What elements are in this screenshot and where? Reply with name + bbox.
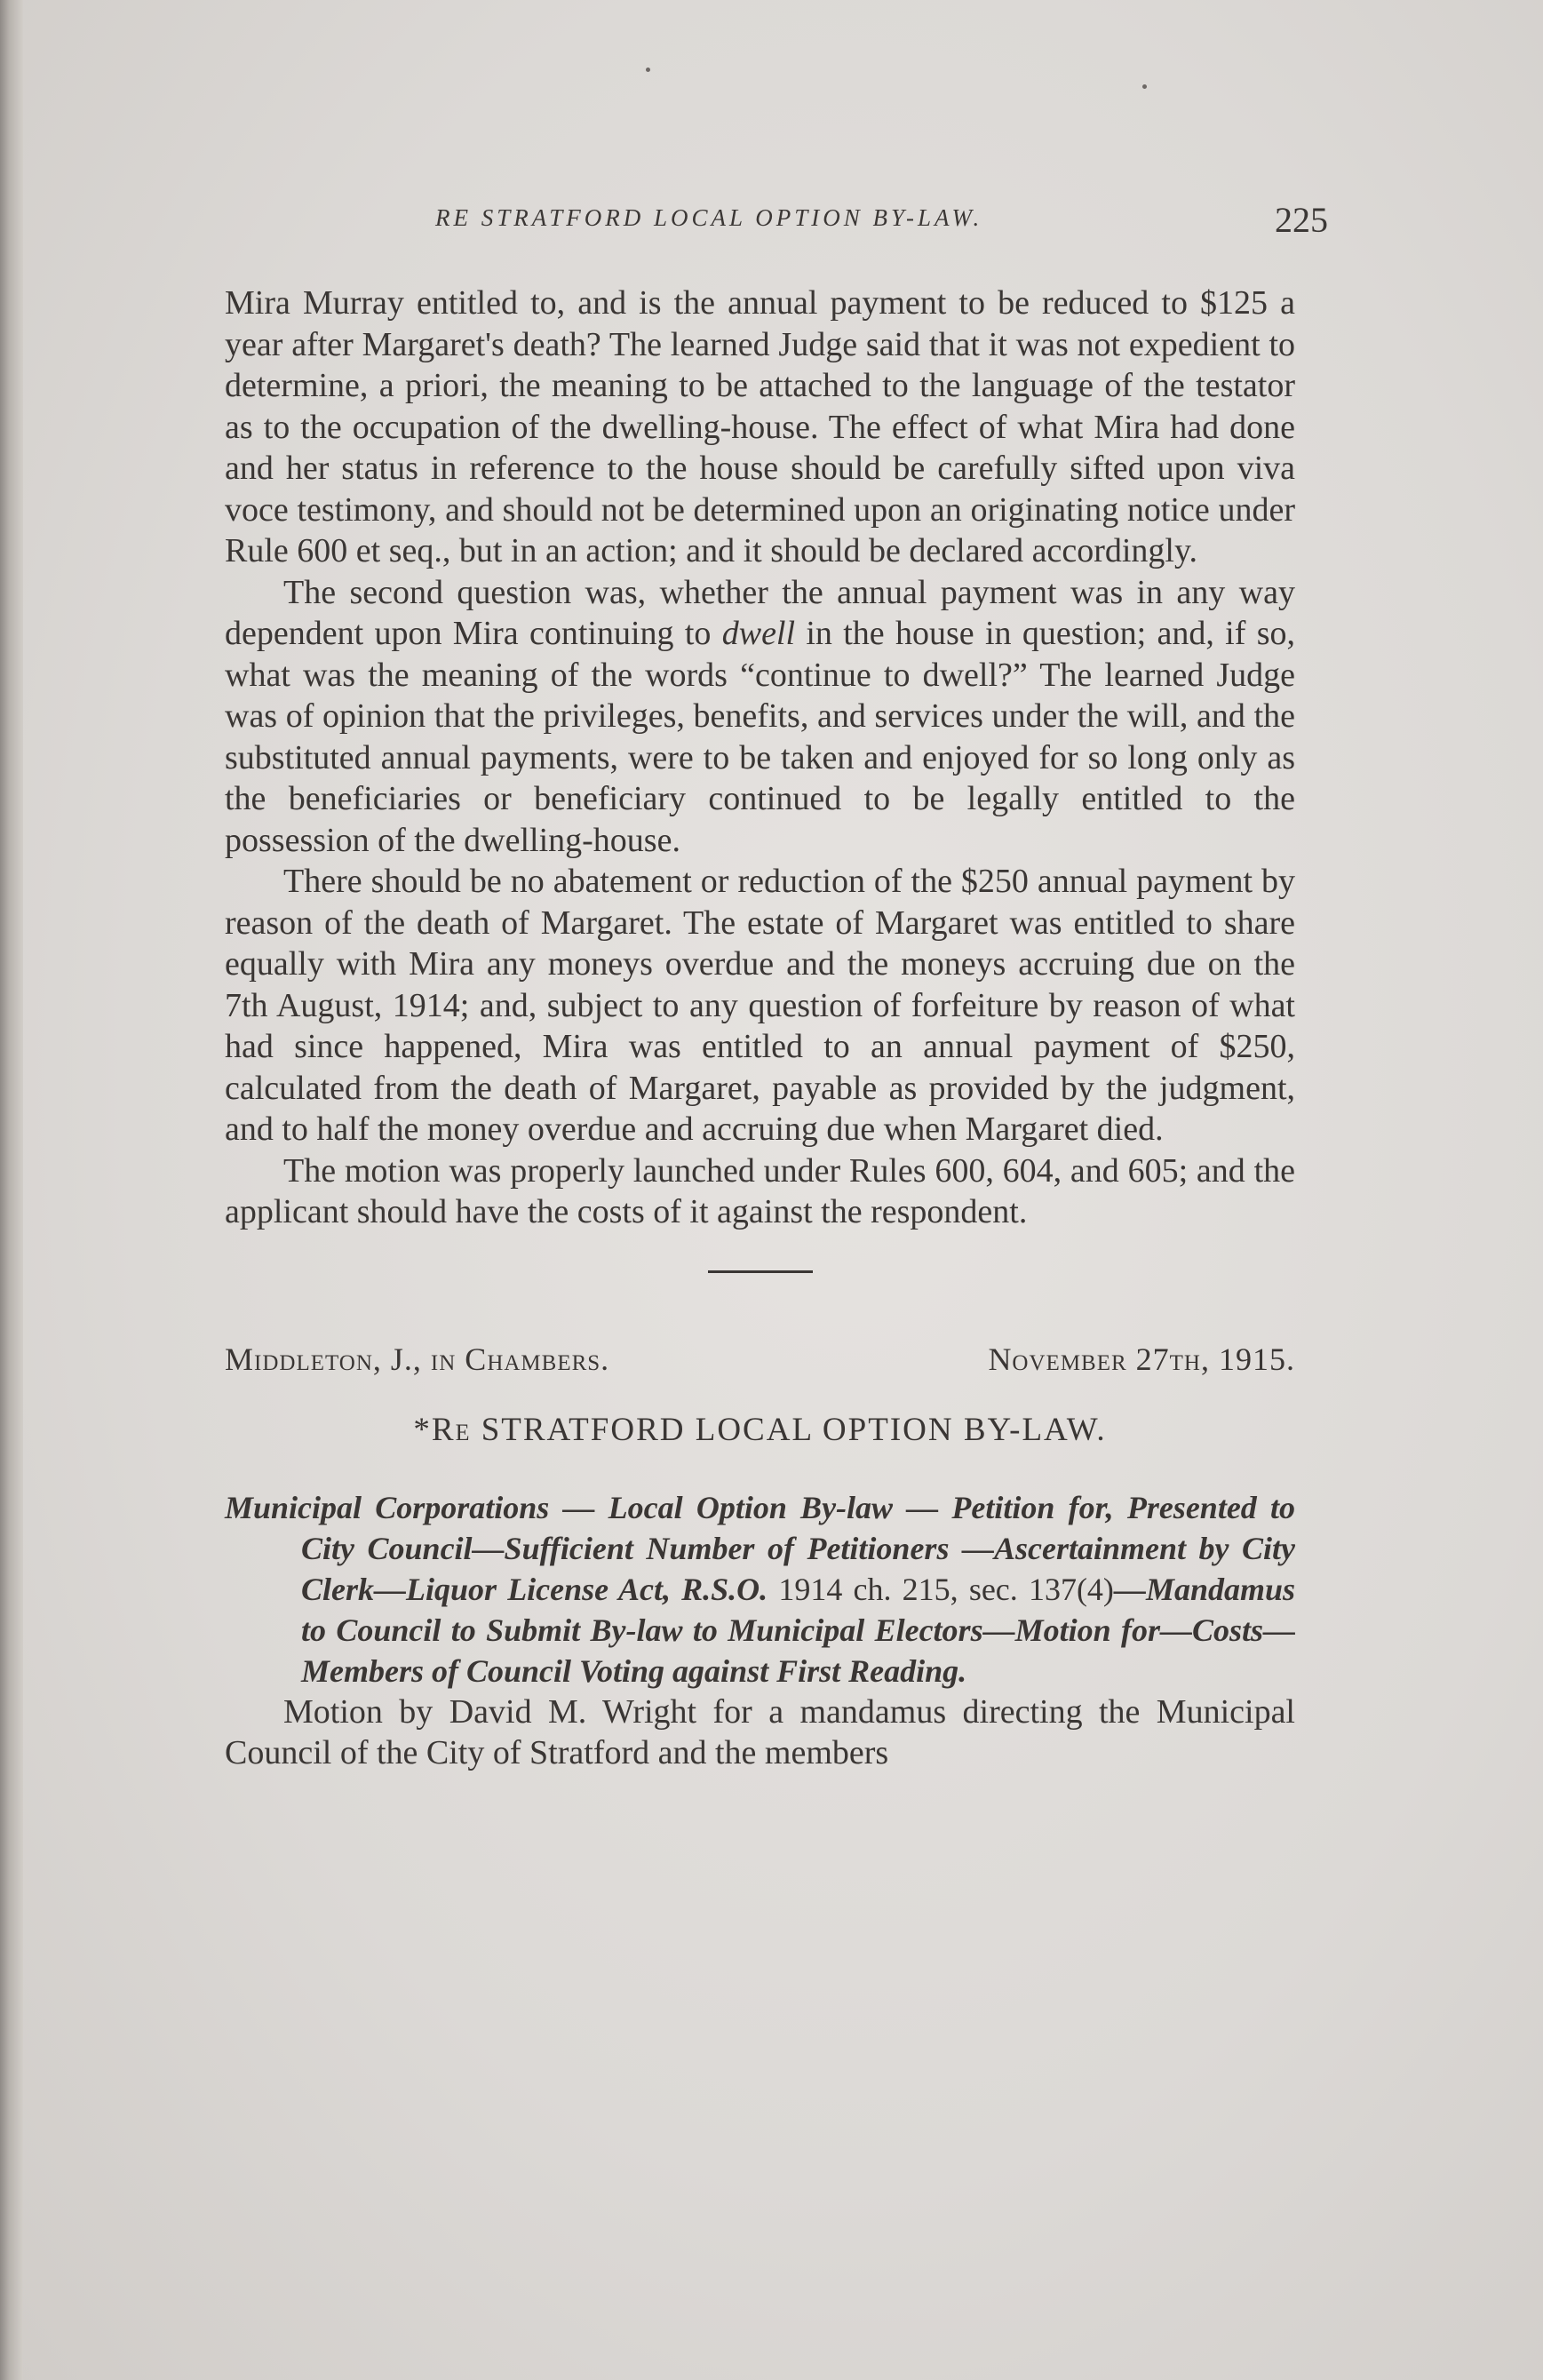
paragraph-text: The second question was, whether the annual payment was in any way dependent upon Mira continuing to (225, 573, 1295, 652)
section-divider (708, 1270, 813, 1273)
italic-word: dwell (721, 615, 796, 652)
page-number: 225 (1275, 200, 1328, 240)
paragraph-second-question (225, 572, 1295, 862)
page-header (222, 197, 1328, 251)
paragraph-motion: Motion by David M. Wright for a mandamus directing the Municipal Council of the City of Stratford and the members (225, 1692, 1295, 1771)
headnote-text: Municipal Corporations — Local Option By-law — Petition for, Presented to City Council—Sufficient Number of Petitioners —Ascertainment by City Clerk—Liquor License Act, R.S.O. (225, 1489, 1295, 1607)
paragraph-motion-launched: The motion was properly launched under Rules 600, 604, and 605; and the applicant should have the costs of it against the respondent. (225, 1151, 1295, 1230)
statute-citation: 1914 ch. 215, sec. 137(4) (768, 1571, 1114, 1607)
decision-date: November 27th, 1915. (988, 1341, 1295, 1377)
running-head: RE STRATFORD LOCAL OPTION BY-LAW. (435, 204, 983, 231)
headnote-text: —Mandamus to Council to Submit By-law to Municipal Electors—Motion for—Costs—Members of Council Voting against First Reading. (301, 1571, 1296, 1689)
dateline (225, 1339, 1295, 1381)
page-binding-shadow (0, 0, 23, 2380)
page-body (225, 283, 1295, 1774)
ink-speck (1142, 84, 1147, 89)
paragraph-text: in the house in question; and, if so, what was the meaning of the words “continue to dwell?” The learned Judge was of opinion that the privileges, benefits, and services under the will, and the substituted annual payments, were to be taken and enjoyed for so long only as the beneficiaries or beneficiary continued to be legally entitled to the possession of the dwelling-house. (225, 615, 1295, 859)
headnote (225, 1487, 1295, 1691)
paragraph-abatement: There should be no abatement or reduction of the $250 annual payment by reason of the death of Margaret. The estate of Margaret was entitled to share equally with Mira any moneys overdue and the moneys accruing due on the 7th August, 1914; and, subject to any question of forfeiture by reason of what had since happened, Mira was entitled to an annual payment of $250, calculated from the death of Margaret, payable as provided by the judgment, and to half the money overdue and accruing due when Margaret died. (225, 863, 1295, 1148)
paragraph-continuation: Mira Murray entitled to, and is the annual payment to be reduced to $125 a year after Margaret's death? The learned Judge said that it was not expedient to determine, a priori, the meaning to be attached to the language of the testator as to the occupation of the dwelling-house. The effect of what Mira had done and her status in reference to the house should be carefully sifted upon viva voce testimony, and should not be determined upon an originating notice under Rule 600 et seq., but in an action; and it should be declared accordingly. (225, 284, 1295, 569)
ink-speck (646, 68, 650, 72)
case-title: *Re STRATFORD LOCAL OPTION BY-LAW. (413, 1412, 1107, 1448)
judge-chambers: Middleton, J., in Chambers. (225, 1341, 610, 1377)
